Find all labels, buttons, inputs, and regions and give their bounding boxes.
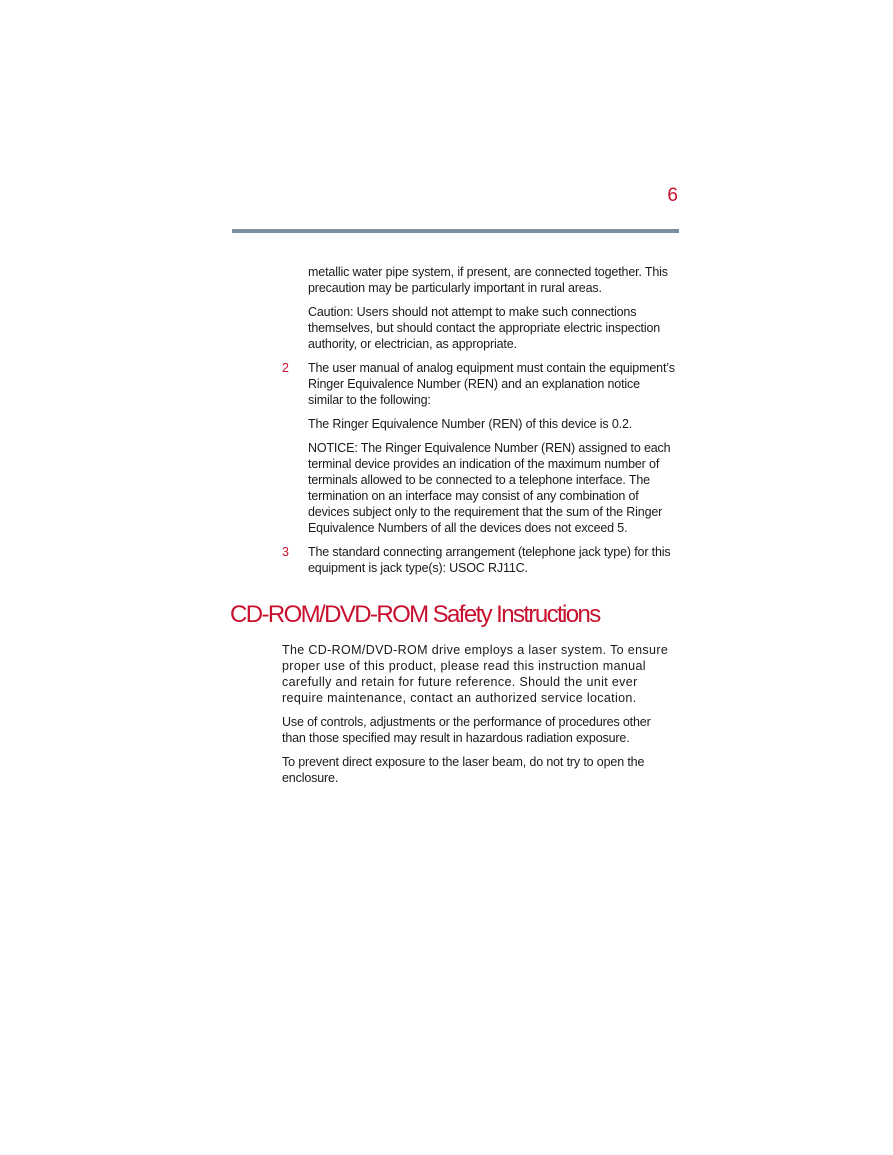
page-number: 6 [667, 185, 678, 206]
paragraph-laser-system: The CD-ROM/DVD-ROM drive employs a laser system. To ensure proper use of this product, please read this instruction manual carefully and retain for future reference. Should the unit ever require maintenance, contact an authorized service location. [282, 643, 669, 705]
list-number: 3 [282, 545, 289, 559]
paragraph-exposure-warning: To prevent direct exposure to the laser beam, do not try to open the enclosure. [282, 755, 645, 785]
paragraph-ren-value: The Ringer Equivalence Number (REN) of this device is 0.2. [308, 417, 633, 431]
list-item-3 [232, 544, 679, 576]
list-item-text: The user manual of analog equipment must contain the equipment’s Ringer Equivalence Number (REN) and an explanation notice similar to the following: [308, 361, 675, 407]
paragraph-ren-notice: NOTICE: The Ringer Equivalence Number (REN) assigned to each terminal device provides an indication of the maximum number of terminals allowed to be connected to a telephone interface. The termination on an interface may consist of any combination of devices subject only to the requirement that the sum of the Ringer Equivalence Numbers of all the devices does not exceed 5. [308, 441, 671, 535]
list-item-2 [232, 360, 679, 408]
page-content [232, 264, 679, 794]
section-title: CD-ROM/DVD-ROM Safety Instructions [230, 601, 600, 628]
paragraph-controls-warning: Use of controls, adjustments or the performance of procedures other than those specified may result in hazardous radiation exposure. [282, 715, 651, 745]
list-item-text: The standard connecting arrangement (telephone jack type) for this equipment is jack type(s): USOC RJ11C. [308, 545, 671, 575]
header-rule [232, 229, 679, 233]
paragraph-grounding-continued: metallic water pipe system, if present, are connected together. This precaution may be particularly important in rural areas. [308, 265, 668, 295]
paragraph-caution: Caution: Users should not attempt to make such connections themselves, but should contact the appropriate electric inspection authority, or electrician, as appropriate. [308, 305, 661, 351]
list-number: 2 [282, 361, 289, 375]
